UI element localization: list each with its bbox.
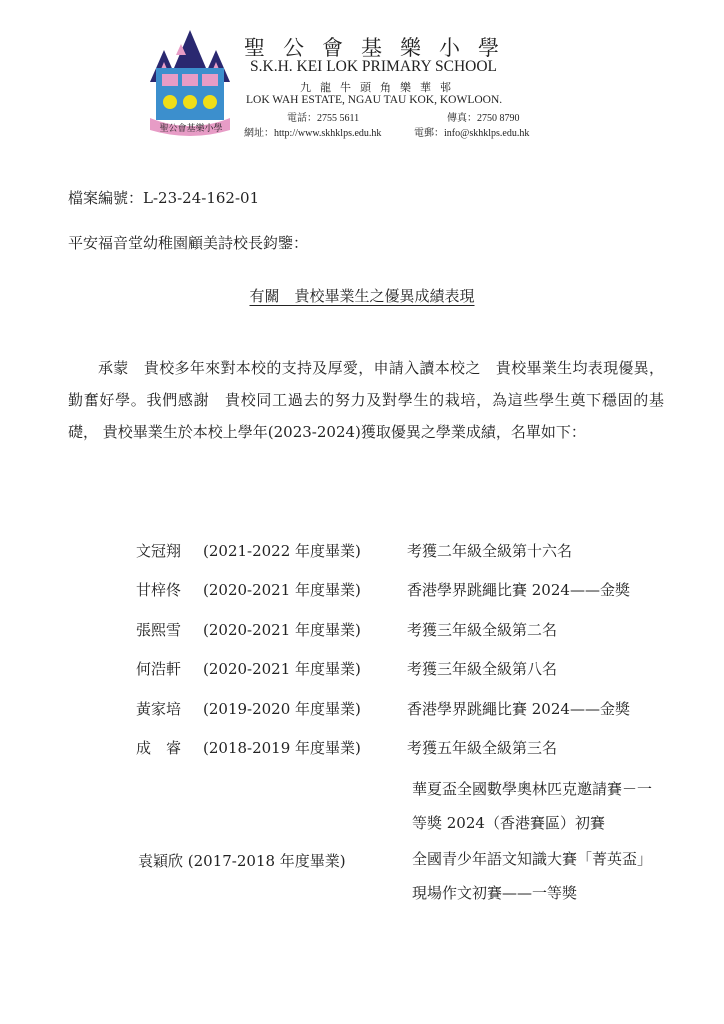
letter-body: 承蒙 貴校多年來對本校的支持及厚愛，申請入讀本校之 貴校畢業生均表現優異，勤奮好學。我們感謝 貴校同工過去的努力及對學生的栽培，為這些學生奠下穩固的基礎， 貴校畢業生於本校上學年(2023-2024)獲取優異之學業成績，名單如下： <box>68 359 664 441</box>
graduation-year: (2019-2020 年度畢業) <box>203 700 361 718</box>
award-text: 考獲三年級全級第八名 <box>407 660 558 678</box>
address-en: LOK WAH ESTATE, NGAU TAU KOK, KOWLOON. <box>246 94 503 106</box>
school-name-en: S.K.H. KEI LOK PRIMARY SCHOOL <box>250 58 498 75</box>
graduation-year: (2020-2021 年度畢業) <box>203 581 361 599</box>
honor-row <box>0 698 724 728</box>
honor-row <box>0 579 724 609</box>
student-name: 張熙雪 <box>136 621 182 639</box>
phone-number: 電話：2755 5611 <box>287 113 360 124</box>
logo-caption: 聖公會基樂小學 <box>159 124 223 134</box>
student-name: 何浩軒 <box>136 660 182 678</box>
school-name-zh: 聖公會基樂小學 <box>244 36 517 60</box>
address-zh: 九龍牛頭角樂華邨 <box>300 81 460 94</box>
subject-line <box>0 285 724 306</box>
graduation-year: (2020-2021 年度畢業) <box>203 660 361 678</box>
award-text: 華夏盃全國數學奧林匹克邀請賽－一等獎 2024（香港賽區）初賽 <box>412 780 653 832</box>
award-text: 香港學界跳繩比賽 2024——金獎 <box>407 700 630 718</box>
letterhead <box>0 0 724 150</box>
salutation: 平安福音堂幼稚園顧美詩校長鈞鑒： <box>68 234 309 252</box>
student-name: 成 睿 <box>136 739 182 757</box>
graduation-year: (2021-2022 年度畢業) <box>203 542 361 560</box>
honor-row <box>0 737 724 767</box>
subject-text: 有關 貴校畢業生之優異成績表現 <box>249 287 475 305</box>
honor-row <box>0 540 724 570</box>
fax-number: 傳真：2750 8790 <box>447 113 520 124</box>
email-link[interactable]: 電郵：info@skhklps.edu.hk <box>414 128 530 139</box>
student-name: 文冠翔 <box>136 542 182 560</box>
award-text: 全國青少年語文知識大賽「菁英盃」現場作文初賽——一等獎 <box>412 850 653 902</box>
award-text: 考獲三年級全級第二名 <box>407 621 558 639</box>
graduation-year: (2018-2019 年度畢業) <box>203 739 361 757</box>
website-link[interactable]: 網址：http://www.skhklps.edu.hk <box>244 128 382 139</box>
student-name-year: 袁穎欣 (2017-2018 年度畢業) <box>138 852 346 870</box>
reference-number: 檔案編號：L-23-24-162-01 <box>68 189 260 207</box>
honor-row <box>0 658 724 688</box>
award-text: 香港學界跳繩比賽 2024——金獎 <box>407 581 630 599</box>
graduation-year: (2020-2021 年度畢業) <box>203 621 361 639</box>
honor-row <box>0 619 724 649</box>
student-name: 黃家培 <box>136 700 182 718</box>
student-name: 甘梓佟 <box>136 581 182 599</box>
award-text: 考獲二年級全級第十六名 <box>407 542 573 560</box>
award-text: 考獲五年級全級第三名 <box>407 739 558 757</box>
